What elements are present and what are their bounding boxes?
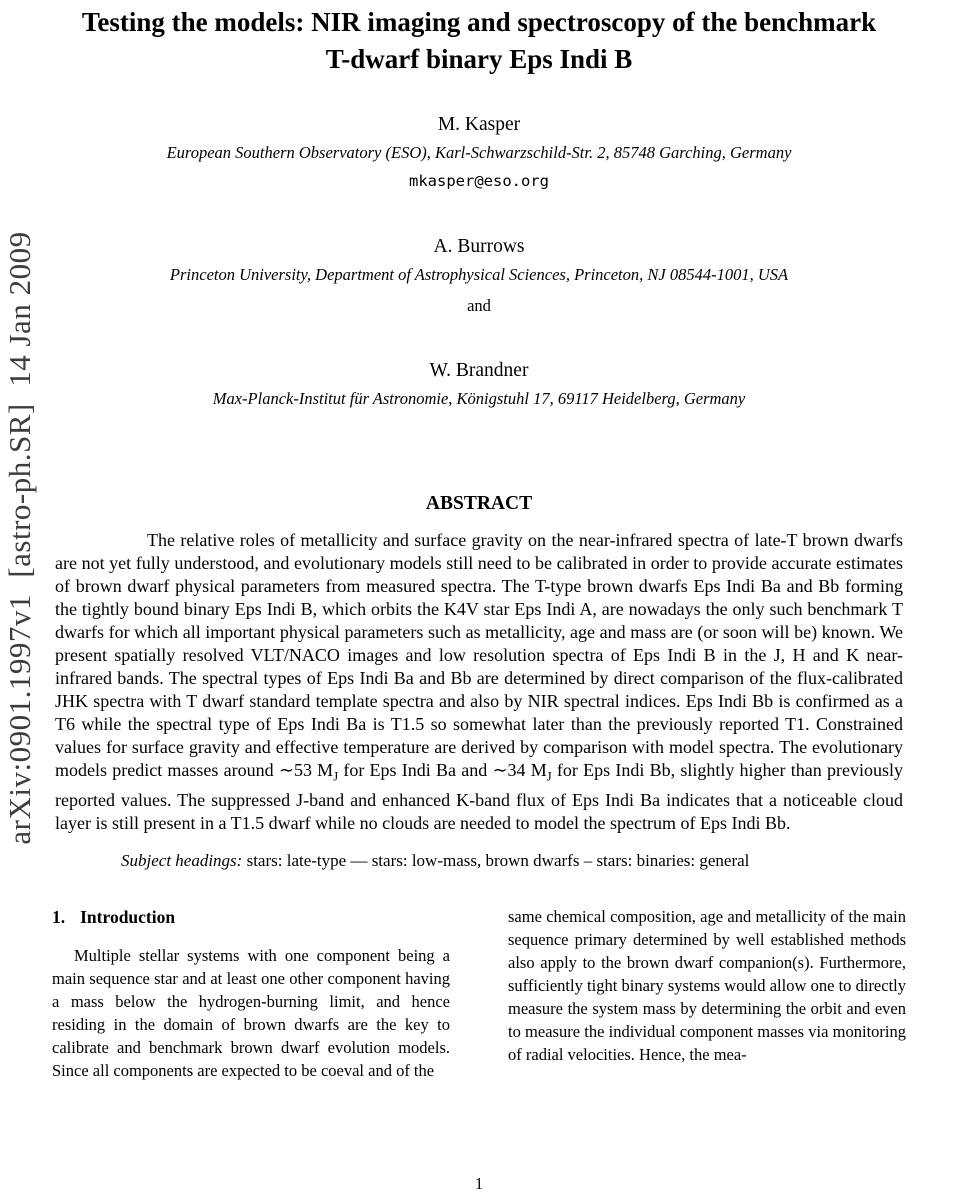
page-number: 1 — [474, 1174, 484, 1193]
intro-paragraph-right: same chemical composition, age and metallicity of the main sequence primary determined by well established methods also apply to the brown dwarf companion(s). Furthermore, sufficiently tight binary systems would allow one to directly measure the system mass by determining the orbit and even to measure the individual component masses via monitoring of radial velocities. Hence, the mea- — [508, 906, 906, 1064]
intro-right-column — [508, 905, 906, 1082]
abstract-text — [55, 529, 903, 835]
author-name: A. Burrows — [433, 236, 525, 257]
abstract-text-part: for Eps Indi Ba and ∼34 M — [338, 760, 547, 780]
author-separator-and: and — [467, 296, 491, 315]
subject-headings-text: stars: late-type — stars: low-mass, brown dwarfs – stars: binaries: general — [242, 850, 750, 870]
author-affiliation: European Southern Observatory (ESO), Karl-Schwarzschild-Str. 2, 85748 Garching, Germany — [166, 143, 792, 162]
mass-jupiter-subscript: J — [333, 769, 339, 784]
author-block — [0, 236, 958, 316]
two-column-body — [52, 905, 906, 1082]
author-affiliation: Max-Planck-Institut für Astronomie, Königstuhl 17, 69117 Heidelberg, Germany — [212, 389, 746, 408]
arxiv-watermark: arXiv:0901.1997v1 [astro-ph.SR] 14 Jan 2009 — [2, 231, 37, 845]
subject-headings-label: Subject headings: — [121, 850, 243, 870]
author-block — [0, 114, 958, 190]
authors-block — [0, 114, 958, 409]
author-name: M. Kasper — [437, 114, 521, 135]
author-block — [0, 360, 958, 409]
abstract-text-part: The relative roles of metallicity and surface gravity on the near-infrared spectra of late-T brown dwarfs are not yet fully understood, and evolutionary models still need to be calibrated in order to provide accurate estimates of brown dwarf physical parameters from measured spectra. The T-type brown dwarfs Eps Indi Ba and Bb forming the tightly bound binary Eps Indi B, which orbits the K4V star Eps Indi A, are nowadays the only such benchmark T dwarfs for which all important physical parameters such as metallicity, age and mass are (or soon will be) known. We present spatially resolved VLT/NACO images and low resolution spectra of Eps Indi B in the J, H and K near-infrared bands. The spectral types of Eps Indi Ba and Bb are determined by direct comparison of the flux-calibrated JHK spectra with T dwarf standard template spectra and also by NIR spectral indices. Eps Indi Bb is confirmed as a T6 while the spectral type of Eps Indi Ba is T1.5 so somewhat later than the previously reported T1. Constrained values for surface gravity and effective temperature are derived by comparison with model spectra. The evolutionary models predict masses around ∼53 M — [55, 530, 903, 780]
abstract-heading: ABSTRACT — [425, 493, 533, 514]
section-number: 1. — [52, 906, 66, 927]
paper-title: Testing the models: NIR imaging and spectroscopy of the benchmark T-dwarf binary Eps Indi B — [81, 7, 877, 74]
mass-jupiter-subscript: J — [546, 769, 552, 784]
intro-left-column — [52, 905, 450, 1082]
intro-paragraph-left: Multiple stellar systems with one component being a main sequence star and at least one other component having a mass below the hydrogen-burning limit, and hence residing in the domain of brown dwarfs are the key to calibrate and benchmark brown dwarf evolution models. Since all components are expected to be coeval and of the — [52, 945, 450, 1080]
author-name: W. Brandner — [429, 360, 529, 381]
section-title: Introduction — [80, 906, 176, 927]
section-heading-introduction — [52, 907, 450, 928]
author-email: mkasper@eso.org — [409, 172, 549, 190]
abstract-text-part: for Eps Indi Bb, slightly higher than previously reported values. The suppressed J-band and enhanced K-band flux of Eps Indi Ba indicates that a noticeable cloud layer is still present in a T1.5 dwarf while no clouds are needed to model the spectrum of Eps Indi Bb. — [55, 760, 903, 833]
subject-headings — [55, 851, 903, 871]
author-affiliation: Princeton University, Department of Astrophysical Sciences, Princeton, NJ 08544-1001, USA — [169, 265, 789, 284]
